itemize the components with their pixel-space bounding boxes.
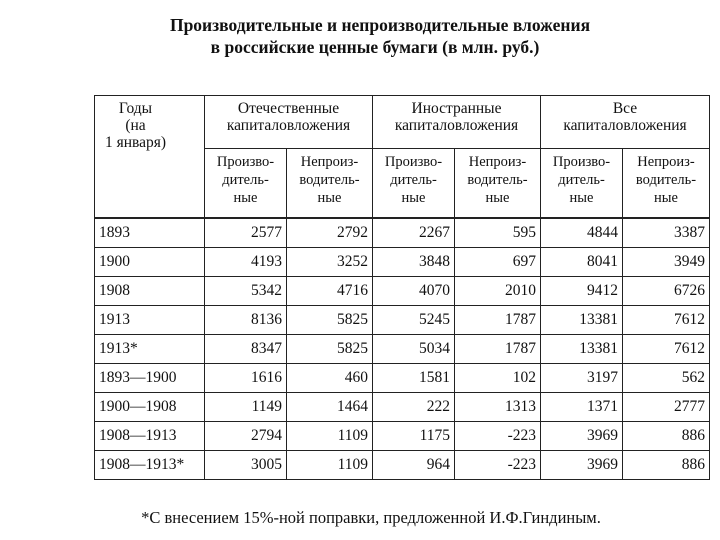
value-cell: 3969 (541, 451, 623, 480)
value-cell: 7612 (623, 306, 710, 335)
year-cell: 1908—1913 (95, 422, 205, 451)
value-cell: 1787 (455, 306, 541, 335)
value-cell: 964 (373, 451, 455, 480)
value-cell: 1109 (287, 422, 373, 451)
year-cell: 1913* (95, 335, 205, 364)
table-row (95, 277, 710, 306)
value-cell: 222 (373, 393, 455, 422)
value-cell: 7612 (623, 335, 710, 364)
year-cell: 1900—1908 (95, 393, 205, 422)
value-cell: 8136 (205, 306, 287, 335)
table-row (95, 393, 710, 422)
value-cell: 2267 (373, 218, 455, 248)
table-row (95, 422, 710, 451)
value-cell: 1581 (373, 364, 455, 393)
table-row (95, 306, 710, 335)
value-cell: 3949 (623, 248, 710, 277)
title-line-2: в российские ценные бумаги (в млн. руб.) (210, 37, 540, 57)
value-cell: 2010 (455, 277, 541, 306)
investment-table (94, 95, 710, 480)
value-cell: 1149 (205, 393, 287, 422)
year-cell: 1893 (95, 218, 205, 248)
value-cell: 1371 (541, 393, 623, 422)
value-cell: 4070 (373, 277, 455, 306)
title-line-1: Производительные и непроизводительные вложения (169, 15, 591, 35)
group-header-foreign: Иностранные капиталовложения (373, 96, 541, 149)
subheader-unproductive: Непроиз- водитель- ные (623, 149, 710, 219)
value-cell: 562 (623, 364, 710, 393)
value-cell: 3197 (541, 364, 623, 393)
year-cell: 1913 (95, 306, 205, 335)
value-cell: 2794 (205, 422, 287, 451)
value-cell: 1109 (287, 451, 373, 480)
value-cell: 5825 (287, 306, 373, 335)
value-cell: 697 (455, 248, 541, 277)
value-cell: -223 (455, 422, 541, 451)
value-cell: 2777 (623, 393, 710, 422)
value-cell: 4716 (287, 277, 373, 306)
value-cell: 886 (623, 451, 710, 480)
value-cell: 4844 (541, 218, 623, 248)
value-cell: 13381 (541, 335, 623, 364)
value-cell: 3387 (623, 218, 710, 248)
value-cell: 886 (623, 422, 710, 451)
table-title (0, 14, 720, 58)
value-cell: 3252 (287, 248, 373, 277)
year-cell: 1893—1900 (95, 364, 205, 393)
group-header-domestic: Отечественные капиталовложения (205, 96, 373, 149)
value-cell: 460 (287, 364, 373, 393)
year-cell: 1908—1913* (95, 451, 205, 480)
value-cell: 3969 (541, 422, 623, 451)
value-cell: 1616 (205, 364, 287, 393)
year-cell: 1908 (95, 277, 205, 306)
value-cell: 595 (455, 218, 541, 248)
value-cell: 5034 (373, 335, 455, 364)
value-cell: 102 (455, 364, 541, 393)
value-cell: 5825 (287, 335, 373, 364)
table-row (95, 218, 710, 248)
value-cell: 5342 (205, 277, 287, 306)
value-cell: 1313 (455, 393, 541, 422)
subheader-unproductive: Непроиз- водитель- ные (455, 149, 541, 219)
value-cell: 13381 (541, 306, 623, 335)
subheader-productive: Произво- дитель- ные (205, 149, 287, 219)
year-cell: 1900 (95, 248, 205, 277)
value-cell: 1175 (373, 422, 455, 451)
value-cell: 1464 (287, 393, 373, 422)
value-cell: 3848 (373, 248, 455, 277)
subheader-productive: Произво- дитель- ные (541, 149, 623, 219)
group-header-all: Все капиталовложения (541, 96, 710, 149)
subheader-productive: Произво- дитель- ные (373, 149, 455, 219)
table-row (95, 451, 710, 480)
value-cell: 6726 (623, 277, 710, 306)
value-cell: 2577 (205, 218, 287, 248)
table-row (95, 248, 710, 277)
subheader-unproductive: Непроиз- водитель- ные (287, 149, 373, 219)
footnote: *С внесением 15%-ной поправки, предложенной И.Ф.Гиндиным. (141, 508, 601, 527)
table-row (95, 364, 710, 393)
value-cell: 9412 (541, 277, 623, 306)
value-cell: 2792 (287, 218, 373, 248)
years-header: Годы (на 1 января) (95, 96, 205, 219)
table-row (95, 335, 710, 364)
value-cell: 8041 (541, 248, 623, 277)
value-cell: 4193 (205, 248, 287, 277)
value-cell: 1787 (455, 335, 541, 364)
value-cell: 5245 (373, 306, 455, 335)
value-cell: 3005 (205, 451, 287, 480)
value-cell: -223 (455, 451, 541, 480)
value-cell: 8347 (205, 335, 287, 364)
